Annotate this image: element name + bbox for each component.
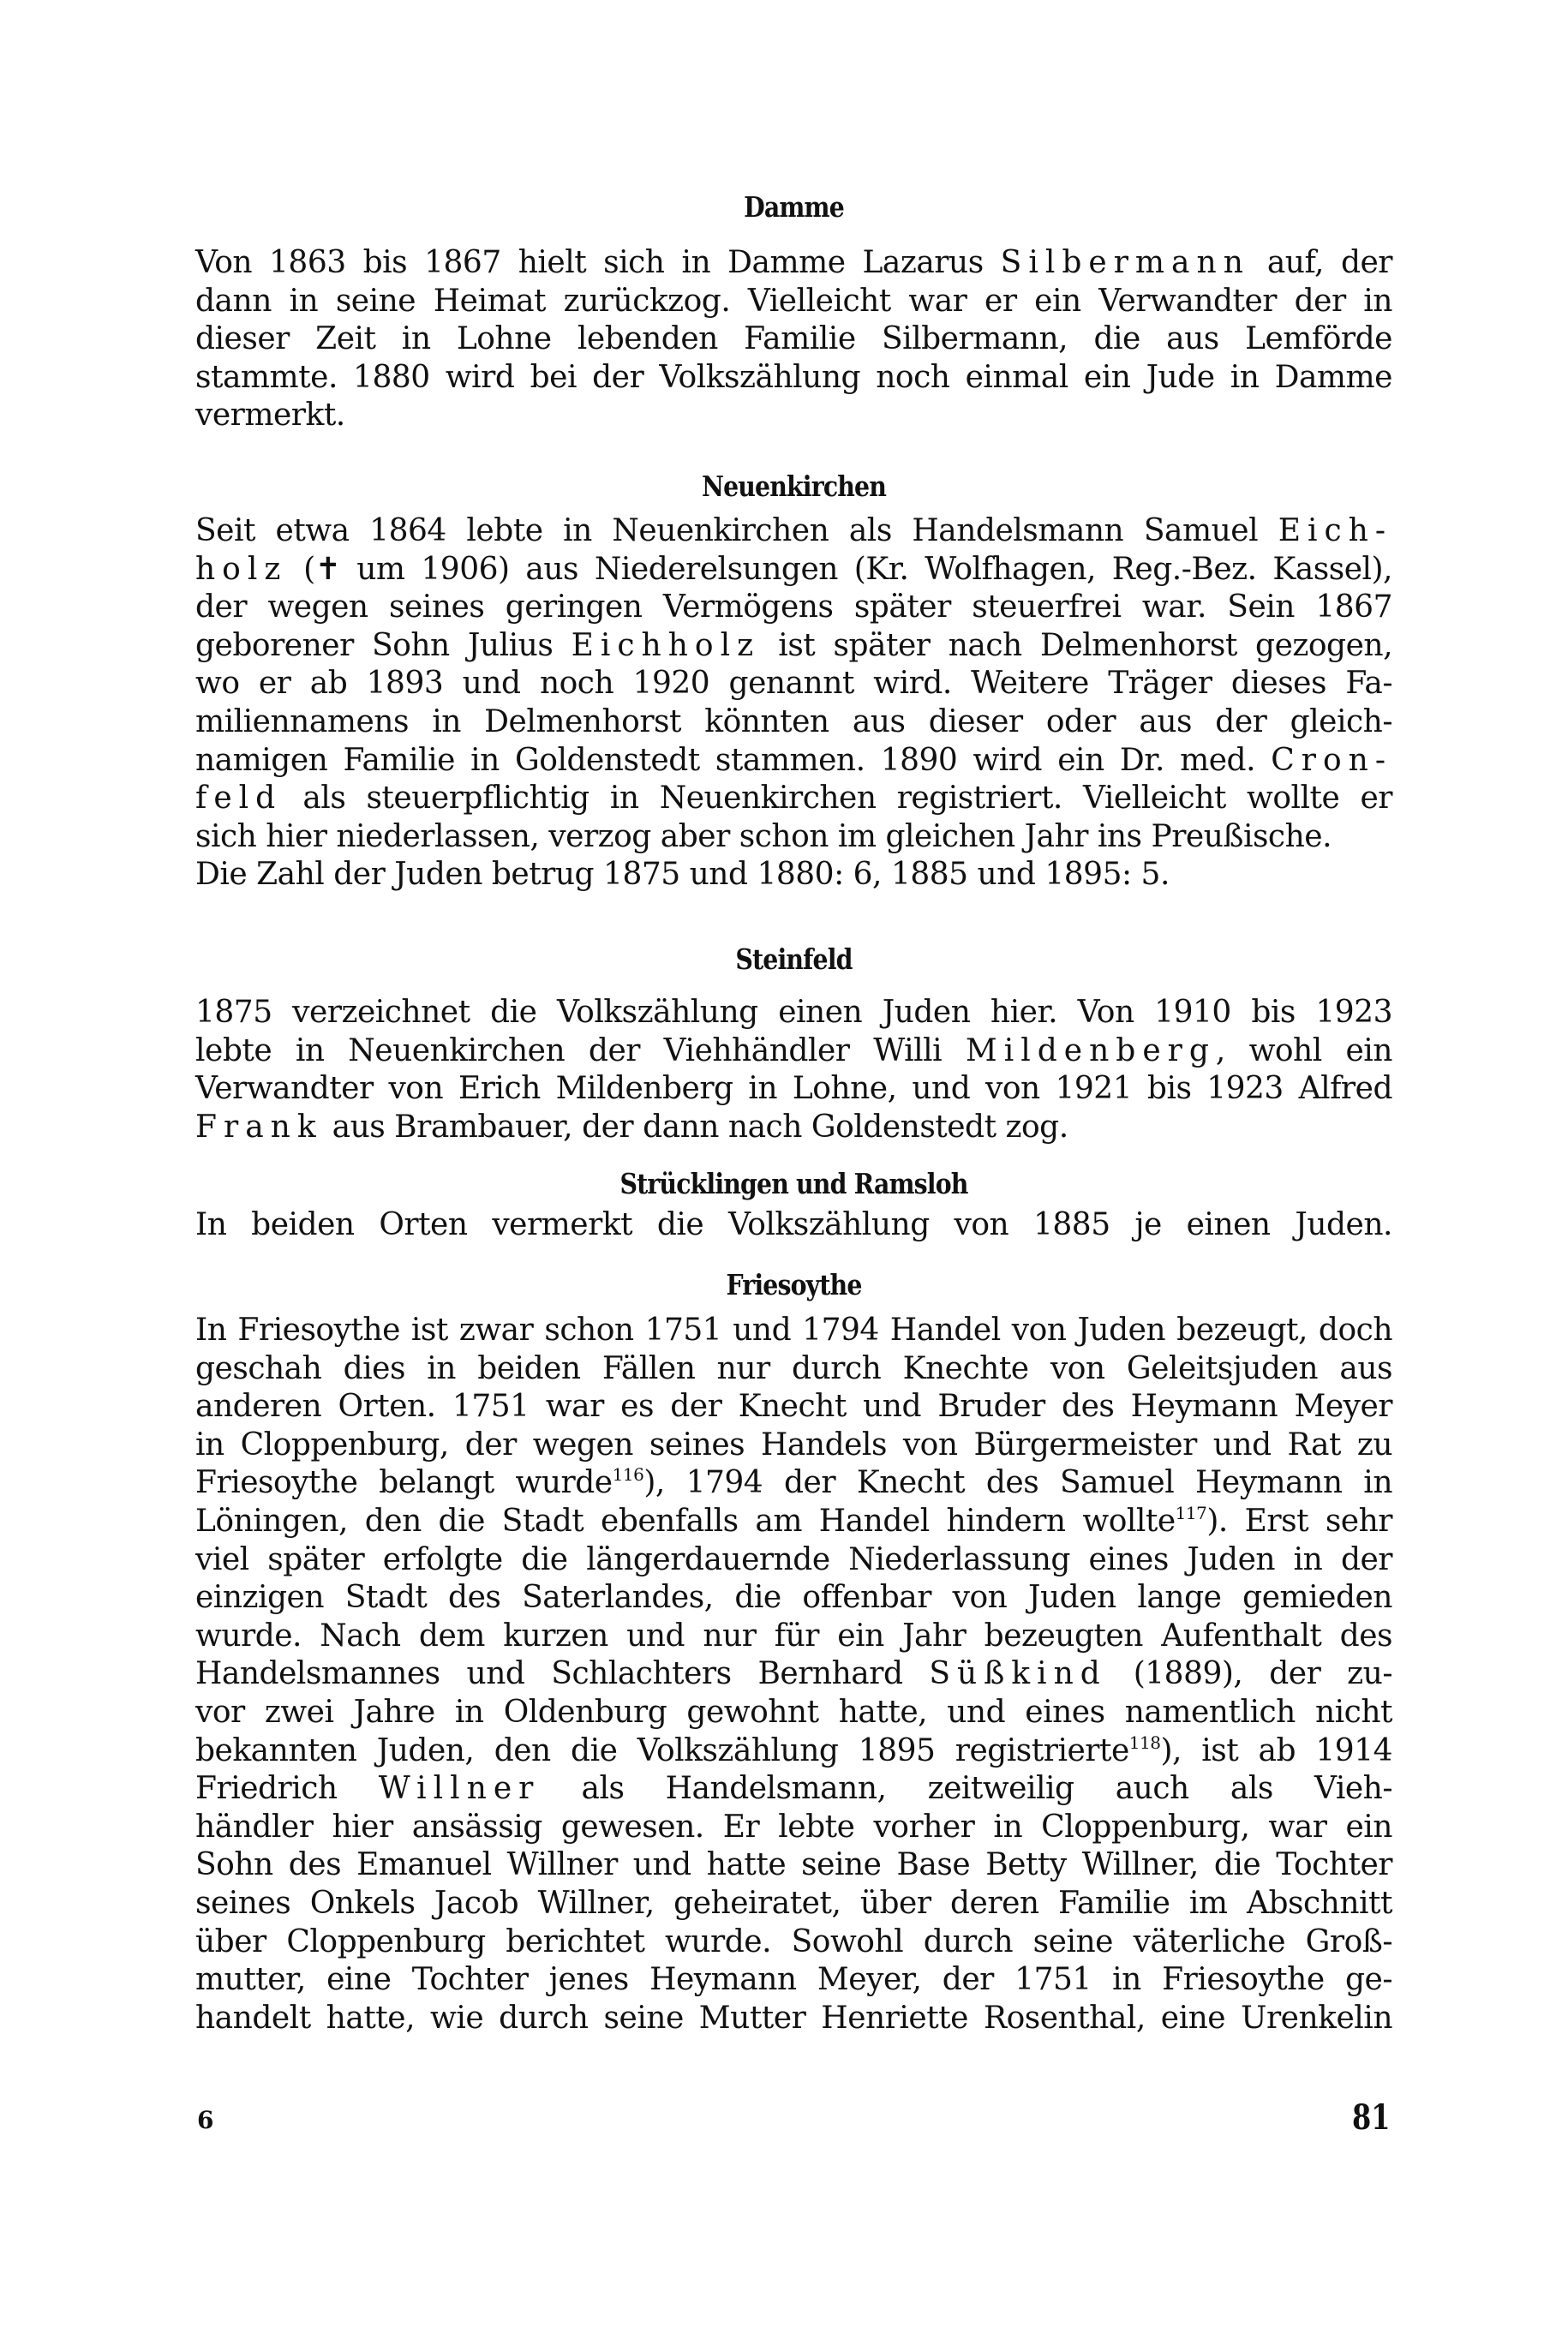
body-text-line: namigen Familie in Goldenstedt stammen. 1890 wird ein Dr. med. Cron-: [195, 742, 1392, 778]
footnote-reference: 117: [1175, 1503, 1207, 1523]
body-text-line: dann in seine Heimat zurückzog. Vielleicht war er ein Verwandter der in: [195, 283, 1392, 319]
body-text-line: wurde. Nach dem kurzen und nur für ein Jahr bezeugten Aufenthalt des: [195, 1618, 1392, 1654]
section-heading: Steinfeld: [735, 942, 853, 976]
footnote-reference: 118: [1128, 1732, 1161, 1753]
spaced-proper-name: Cron-: [1271, 742, 1392, 778]
body-text-line: Friedrich Willner als Handelsmann, zeitweilig auch als Vieh-: [195, 1771, 1392, 1807]
body-text-line: Von 1863 bis 1867 hielt sich in Damme Lazarus Silbermann auf, der: [195, 245, 1393, 280]
spaced-proper-name: Mildenberg: [965, 1032, 1216, 1068]
body-text-line: 1875 verzeichnet die Volkszählung einen Juden hier. Von 1910 bis 1923: [195, 995, 1392, 1030]
spaced-proper-name: holz: [195, 551, 288, 587]
body-text-line: sich hier niederlassen, verzog aber schon im gleichen Jahr ins Preußische.: [195, 818, 1332, 854]
body-text-line: Handelsmannes und Schlachters Bernhard Süßkind (1889), der zu-: [195, 1656, 1392, 1692]
body-text-line: mutter, eine Tochter jenes Heymann Meyer, der 1751 in Friesoythe ge-: [195, 1962, 1392, 1998]
spaced-proper-name: Frank: [195, 1109, 323, 1145]
spaced-proper-name: Eich-: [1278, 513, 1392, 548]
footnote-reference: 116: [612, 1464, 644, 1486]
spaced-proper-name: Willner: [378, 1771, 541, 1807]
signature-mark: 6: [197, 2106, 214, 2134]
page-number: 81: [1352, 2097, 1391, 2138]
body-text-line: wo er ab 1893 und noch 1920 genannt wird. Weitere Träger dieses Fa-: [195, 666, 1392, 702]
section-heading: Friesoythe: [726, 1268, 862, 1301]
spaced-proper-name: Eichholz: [571, 627, 761, 663]
body-text-line: vermerkt.: [195, 398, 345, 434]
body-text-line: geschah dies in beiden Fällen nur durch Knechte von Geleitsjuden aus: [195, 1350, 1392, 1386]
section-heading: Damme: [744, 190, 844, 224]
body-text-line: dieser Zeit in Lohne lebenden Familie Silbermann, die aus Lemförde: [195, 321, 1392, 357]
body-text-line: einzigen Stadt des Saterlandes, die offenbar von Juden lange gemieden: [195, 1580, 1392, 1616]
body-text-line: seines Onkels Jacob Willner, geheiratet, über deren Familie im Abschnitt: [195, 1886, 1392, 1921]
spaced-proper-name: Süßkind: [929, 1656, 1107, 1692]
body-text-line: stammte. 1880 wird bei der Volkszählung noch einmal ein Jude in Damme: [195, 359, 1392, 395]
body-text-line: In Friesoythe ist zwar schon 1751 und 1794 Handel von Juden bezeugt, doch: [195, 1313, 1392, 1348]
body-text-line: handelt hatte, wie durch seine Mutter Henriette Rosenthal, eine Urenkelin: [195, 2000, 1392, 2036]
body-text-line: der wegen seines geringen Vermögens später steuerfrei war. Sein 1867: [195, 589, 1392, 625]
body-text-line: händler hier ansässig gewesen. Er lebte vorher in Cloppenburg, war ein: [195, 1809, 1392, 1845]
body-text-line: Sohn des Emanuel Willner und hatte seine Base Betty Willner, die Tochter: [195, 1847, 1392, 1883]
spaced-proper-name: Silbermann: [1000, 245, 1250, 280]
body-text-line: holz (✝ um 1906) aus Niederelsungen (Kr. Wolfhagen, Reg.-Bez. Kassel),: [195, 551, 1392, 587]
body-text-line: feld als steuerpflichtig in Neuenkirchen registriert. Vielleicht wollte er: [195, 781, 1392, 817]
body-text-line: anderen Orten. 1751 war es der Knecht und Bruder des Heymann Meyer: [195, 1389, 1392, 1425]
body-text-line: geborener Sohn Julius Eichholz ist später nach Delmenhorst gezogen,: [195, 627, 1393, 663]
body-text-line: viel später erfolgte die längerdauernde Niederlassung eines Juden in der: [195, 1541, 1392, 1577]
section-heading: Strücklingen und Ramsloh: [619, 1167, 968, 1200]
body-text-line: In beiden Orten vermerkt die Volkszählung von 1885 je einen Juden.: [195, 1207, 1392, 1242]
body-text-line: Die Zahl der Juden betrug 1875 und 1880: 6, 1885 und 1895: 5.: [195, 857, 1170, 893]
body-text-line: über Cloppenburg berichtet wurde. Sowohl durch seine väterliche Groß-: [195, 1923, 1392, 1959]
body-text-line: miliennamens in Delmenhorst könnten aus dieser oder aus der gleich-: [195, 704, 1392, 739]
body-text-line: Frank aus Brambauer, der dann nach Goldenstedt zog.: [195, 1109, 1068, 1145]
body-text-line: in Cloppenburg, der wegen seines Handels von Bürgermeister und Rat zu: [195, 1427, 1392, 1463]
body-text-line: Löningen, den die Stadt ebenfalls am Handel hindern wollte$^{117}$). Erst sehr: [195, 1503, 1392, 1539]
body-text-line: Seit etwa 1864 lebte in Neuenkirchen als Handelsmann Samuel Eich-: [195, 513, 1392, 548]
body-text-line: Friesoythe belangt wurde$^{116}$), 1794 der Knecht des Samuel Heymann in: [195, 1464, 1393, 1501]
body-text-line: bekannten Juden, den die Volkszählung 1895 registrierte$^{118}$), ist ab 1914: [195, 1732, 1392, 1768]
body-text-line: Verwandter von Erich Mildenberg in Lohne, und von 1921 bis 1923 Alfred: [195, 1071, 1392, 1107]
body-text-line: vor zwei Jahre in Oldenburg gewohnt hatte, und eines namentlich nicht: [195, 1695, 1392, 1730]
body-text-line: lebte in Neuenkirchen der Viehhändler Willi Mildenberg, wohl ein: [195, 1032, 1392, 1068]
section-heading: Neuenkirchen: [701, 470, 886, 503]
spaced-proper-name: feld: [195, 781, 283, 817]
